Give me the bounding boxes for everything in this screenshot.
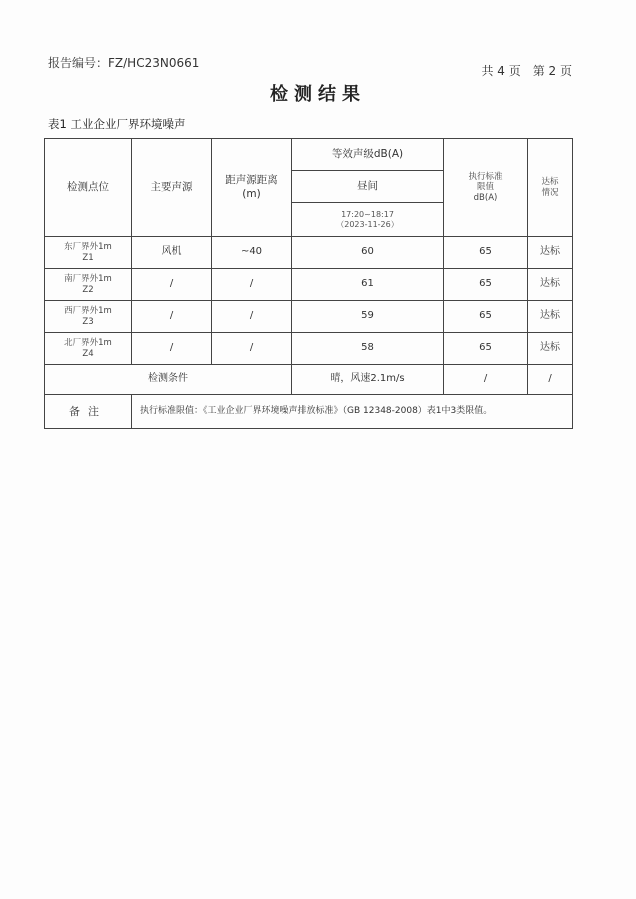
point-name: 东厂界外1m (64, 241, 112, 252)
header-limit-line3: dB(A) (473, 192, 498, 203)
header-leq: 等效声级dB(A) (292, 139, 444, 171)
point-code: Z4 (82, 348, 94, 359)
cell-value: 61 (292, 269, 444, 301)
results-table (44, 138, 573, 429)
header-limit-line1: 执行标准 (468, 171, 503, 182)
conditions-row (45, 365, 573, 395)
remarks-text: 执行标准限值：《工业企业厂界环境噪声排放标准》（GB 12348-2008）表1中3类限值。 (132, 395, 573, 429)
remarks-row (45, 395, 573, 429)
cell-limit: 65 (444, 333, 528, 365)
cell-value: 59 (292, 301, 444, 333)
header-period: 昼间 (292, 171, 444, 203)
cell-source: / (132, 333, 212, 365)
cell-point (45, 301, 132, 333)
cell-distance: / (212, 269, 292, 301)
header-time-range: 17:20~18:17 (341, 209, 394, 219)
header-status (528, 139, 573, 237)
cell-limit: 65 (444, 269, 528, 301)
table-caption: 表1 工业企业厂界环境噪声 (48, 117, 186, 131)
conditions-value: 晴，风速2.1m/s (292, 365, 444, 395)
cell-point (45, 237, 132, 269)
header-limit (444, 139, 528, 237)
cell-distance: / (212, 333, 292, 365)
cell-status: 达标 (528, 237, 573, 269)
header-distance-label: 距声源距离 (225, 174, 278, 187)
page-title: 检测结果 (270, 84, 366, 105)
cell-source: / (132, 301, 212, 333)
header-row-1 (45, 139, 573, 171)
cell-source: 风机 (132, 237, 212, 269)
conditions-limit: / (444, 365, 528, 395)
header-limit-line2: 限值 (476, 182, 494, 193)
table-row (45, 301, 573, 333)
cell-source: / (132, 269, 212, 301)
header-source: 主要声源 (132, 139, 212, 237)
cell-limit: 65 (444, 237, 528, 269)
table-row (45, 333, 573, 365)
cell-distance: ~40 (212, 237, 292, 269)
header-distance-unit: (m) (242, 187, 261, 200)
table-row (45, 237, 573, 269)
cell-point (45, 333, 132, 365)
cell-point (45, 269, 132, 301)
cell-value: 58 (292, 333, 444, 365)
point-name: 北厂界外1m (64, 337, 112, 348)
cell-status: 达标 (528, 301, 573, 333)
remarks-label: 备注 (45, 395, 132, 429)
conditions-status: / (528, 365, 573, 395)
report-number: 报告编号：FZ/HC23N0661 (48, 56, 200, 70)
table-row (45, 269, 573, 301)
cell-limit: 65 (444, 301, 528, 333)
header-time (292, 203, 444, 237)
cell-status: 达标 (528, 269, 573, 301)
page-indicator: 共 4 页 第 2 页 (481, 64, 572, 78)
conditions-label: 检测条件 (45, 365, 292, 395)
cell-distance: / (212, 301, 292, 333)
header-point: 检测点位 (45, 139, 132, 237)
header-status-line1: 达标 (541, 176, 559, 187)
point-code: Z1 (82, 252, 94, 263)
header-status-line2: 情况 (541, 187, 559, 198)
point-name: 西厂界外1m (64, 305, 112, 316)
point-code: Z2 (82, 284, 94, 295)
point-code: Z3 (82, 316, 94, 327)
header-date: （2023-11-26） (336, 219, 399, 229)
header-distance (212, 139, 292, 237)
cell-status: 达标 (528, 333, 573, 365)
cell-value: 60 (292, 237, 444, 269)
point-name: 南厂界外1m (64, 273, 112, 284)
